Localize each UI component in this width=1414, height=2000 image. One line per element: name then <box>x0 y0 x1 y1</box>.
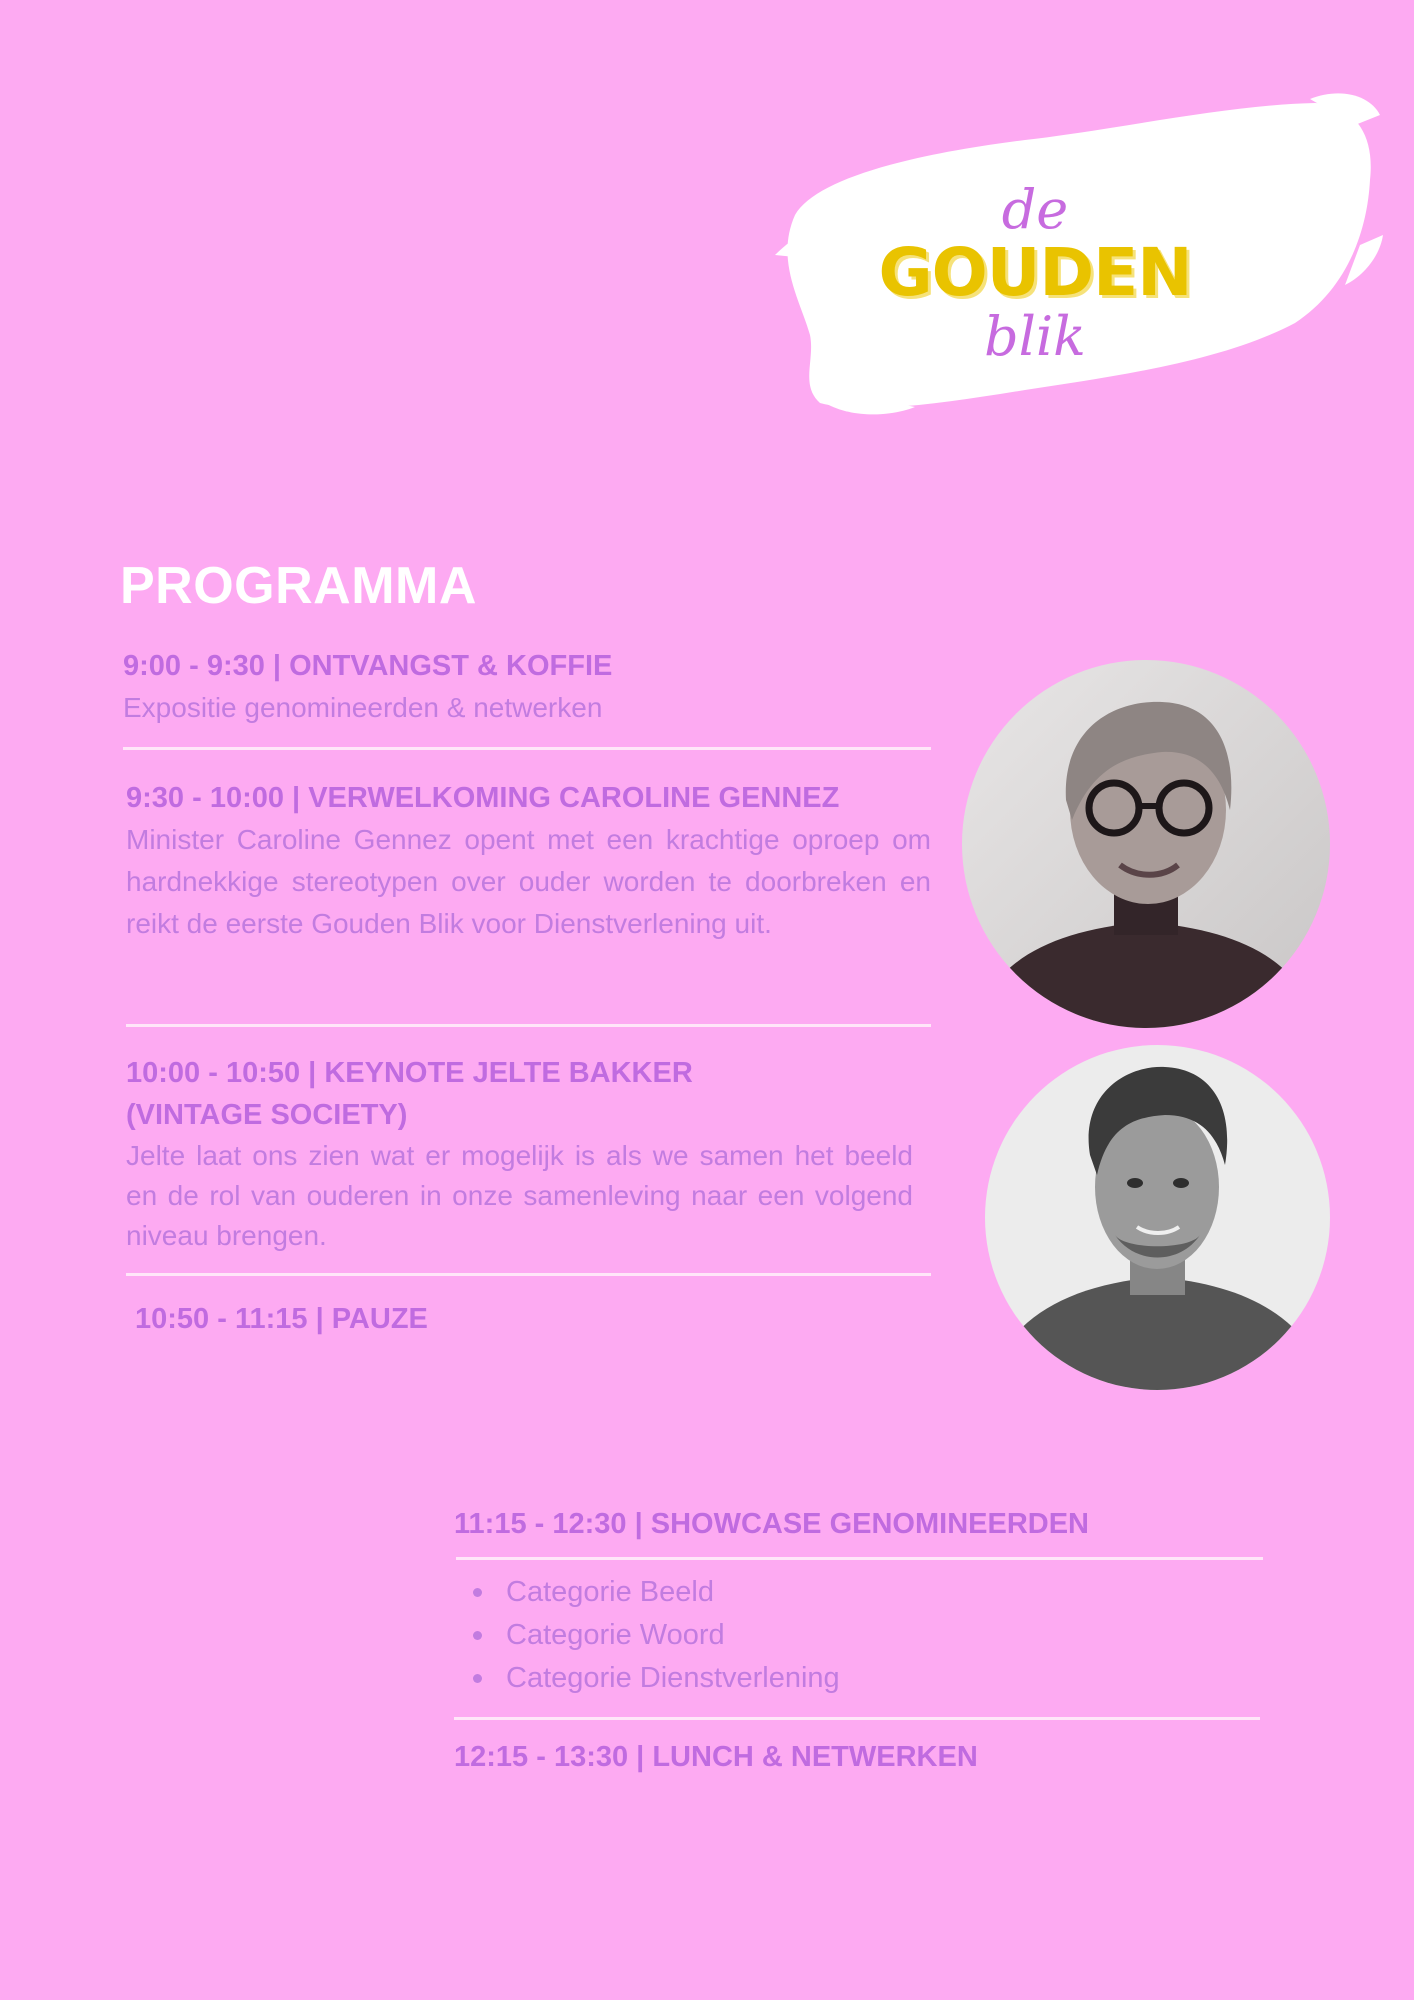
divider <box>126 1024 931 1027</box>
category-label: Categorie Dienstverlening <box>506 1662 840 1694</box>
logo <box>755 85 1385 445</box>
divider <box>454 1717 1260 1720</box>
schedule-description: Jelte laat ons zien wat er mogelijk is als we samen het beeld en de rol van ouderen in onze samenleving naar een volgend niveau brengen. <box>126 1140 913 1251</box>
schedule-description: Minister Caroline Gennez opent met een krachtige oproep om hardnekkige stereotypen over ouder worden te doorbreken en reikt de eerste Gouden Blik voor Dienstverlening uit. <box>126 824 931 939</box>
schedule-item-pause <box>135 1298 735 1340</box>
logo-word-blik: blik <box>984 305 1086 368</box>
category-label: Categorie Woord <box>506 1619 725 1651</box>
divider <box>123 747 931 750</box>
page-title: PROGRAMMA <box>120 557 477 615</box>
schedule-item-reception <box>123 645 933 729</box>
schedule-time-label: 11:15 - 12:30 | SHOWCASE GENOMINEERDEN <box>454 1508 1089 1540</box>
schedule-time-label: 10:50 - 11:15 | PAUZE <box>135 1303 428 1335</box>
schedule-time-label: 9:00 - 9:30 | ONTVANGST & KOFFIE <box>123 650 613 682</box>
list-item <box>454 1657 1254 1700</box>
list-item <box>454 1571 1254 1614</box>
schedule-description: Expositie genomineerden & netwerken <box>123 692 603 723</box>
schedule-time-label: 9:30 - 10:00 | VERWELKOMING CAROLINE GENNEZ <box>126 782 840 814</box>
bullet-dot-icon <box>473 1631 482 1640</box>
schedule-item-welcome <box>126 777 931 945</box>
bullet-dot-icon <box>473 1674 482 1683</box>
schedule-item-showcase <box>454 1503 1254 1545</box>
logo-word-gouden: GOUDEN <box>878 234 1192 311</box>
schedule-time-label: 12:15 - 13:30 | LUNCH & NETWERKEN <box>454 1741 978 1773</box>
speaker-photo-caroline-gennez <box>962 660 1330 1028</box>
category-list <box>454 1571 1254 1700</box>
list-item <box>454 1614 1254 1657</box>
divider <box>456 1557 1263 1560</box>
schedule-time-label: 10:00 - 10:50 | KEYNOTE JELTE BAKKER <box>126 1057 693 1089</box>
schedule-item-lunch <box>454 1736 1254 1778</box>
schedule-time-label-subtitle: (VINTAGE SOCIETY) <box>126 1099 408 1131</box>
speaker-photo-jelte-bakker <box>985 1045 1330 1390</box>
category-label: Categorie Beeld <box>506 1576 714 1608</box>
logo-word-de: de <box>1001 178 1069 241</box>
divider <box>126 1273 931 1276</box>
schedule-item-keynote <box>126 1052 913 1256</box>
bullet-dot-icon <box>473 1588 482 1597</box>
